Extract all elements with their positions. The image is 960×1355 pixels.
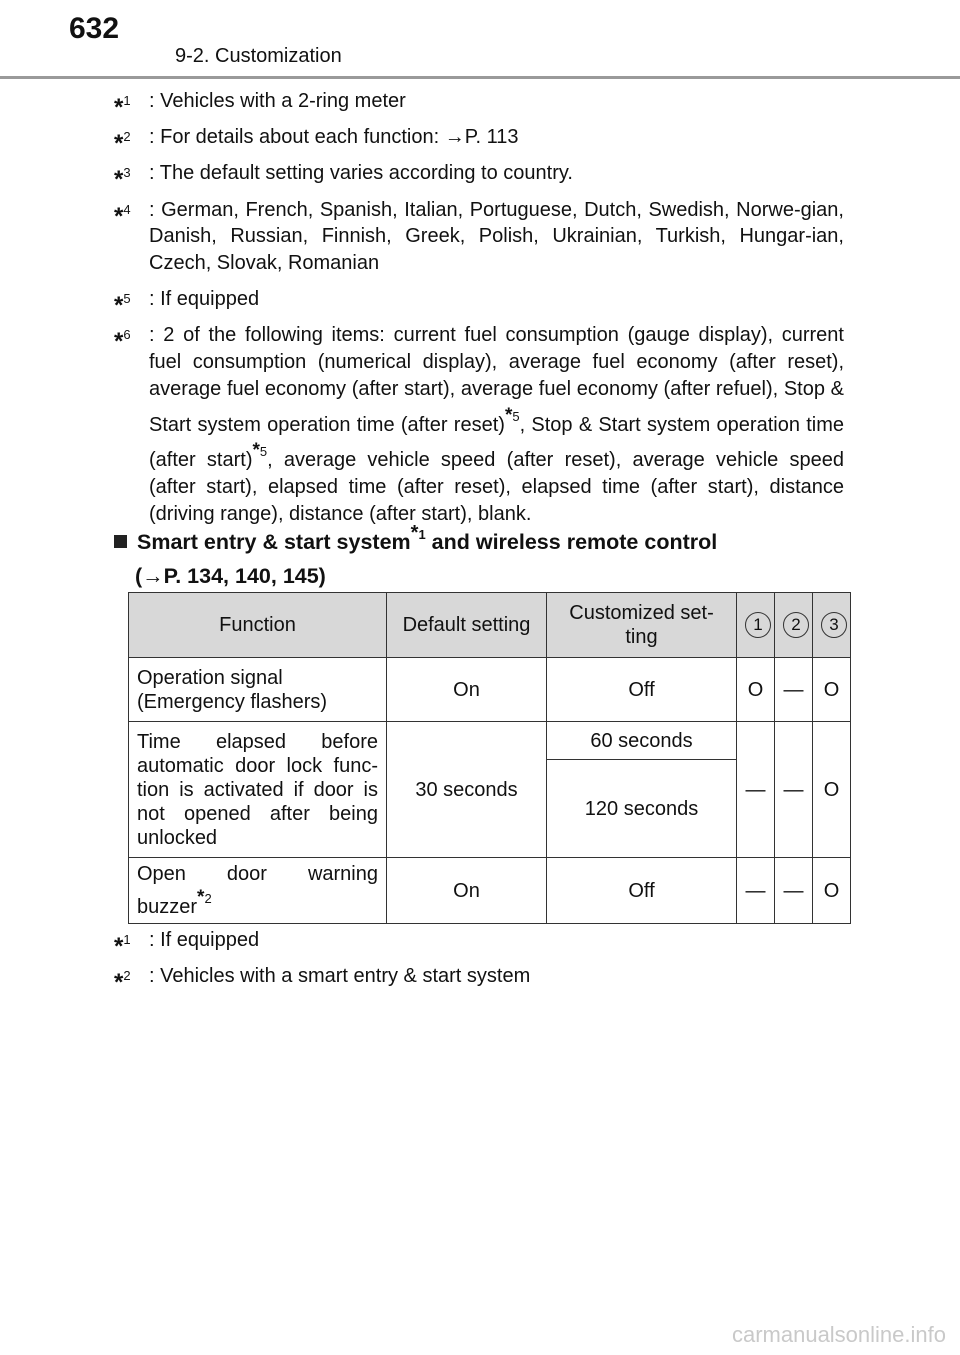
column-header-3 — [813, 593, 851, 658]
customized-cell: Off — [547, 858, 737, 924]
default-cell: On — [387, 658, 547, 722]
function-cell: Operation signal (Emergency flashers) — [129, 658, 387, 722]
heading-footnote-ref: *1 — [410, 522, 426, 544]
asterisk-icon: * — [114, 328, 124, 356]
customized-cell: 120 seconds — [547, 760, 737, 858]
circled-3-icon: 3 — [821, 612, 847, 638]
asterisk-icon: * — [114, 202, 124, 230]
table-footnotes — [114, 927, 844, 999]
footnote-number: 1 — [123, 932, 131, 947]
column-header-customized: Customized set-ting — [547, 593, 737, 658]
mark-cell-1: O — [737, 658, 775, 722]
footnote — [114, 197, 844, 277]
table-row — [129, 858, 851, 924]
default-cell: On — [387, 858, 547, 924]
default-cell: 30 seconds — [387, 722, 547, 858]
asterisk-icon: * — [114, 166, 124, 194]
footnote-text: , Stop & Start system operation time (after start) — [149, 413, 845, 472]
square-bullet-icon — [114, 535, 127, 548]
customized-cell: Off — [547, 658, 737, 722]
heading-text: and wireless remote control — [425, 530, 718, 554]
footnote — [114, 927, 844, 960]
circled-2-icon: 2 — [783, 612, 809, 638]
page-header — [0, 0, 960, 80]
asterisk-icon: * — [114, 969, 124, 996]
footnote-text: : If equipped — [149, 929, 260, 951]
footnote-number: 1 — [123, 93, 131, 108]
section-title: 9-2. Customization — [175, 45, 342, 67]
footnote-text: : Vehicles with a smart entry & start system — [149, 965, 531, 987]
footnote-text: : The default setting varies according to country. — [149, 162, 573, 185]
mark-cell-3: O — [813, 658, 851, 722]
mark-cell-1: — — [737, 858, 775, 924]
footnote-number: 4 — [123, 201, 131, 217]
footnote-text: : German, French, Spanish, Italian, Portuguese, Dutch, Swedish, Norwe-gian, Danish, Russian, Finnish, Greek, Polish, Ukrainian, Turkish, Hungar-ian, Czech, Slovak, Romanian — [149, 198, 844, 275]
table-row — [129, 722, 851, 760]
footnote-text: : If equipped — [149, 288, 260, 311]
footnote-text: : For details about each function: →P. 113 — [149, 126, 519, 149]
asterisk-icon: * — [114, 94, 124, 121]
watermark: carmanualsonline.info — [731, 1322, 946, 1347]
footnote — [114, 88, 844, 121]
footnote — [114, 322, 844, 527]
footnote — [114, 124, 844, 158]
asterisk-icon: * — [114, 292, 124, 320]
mark-cell-2: — — [775, 658, 813, 722]
mark-cell-1: — — [737, 722, 775, 858]
heading-page-refs: (→P. 134, 140, 145) — [135, 564, 326, 588]
page-number: 632 — [69, 12, 120, 45]
column-header-default: Default setting — [387, 593, 547, 658]
footnote-number: 5 — [123, 291, 131, 307]
footnote-ref: *5 — [504, 404, 520, 426]
footnote-text: : 2 of the following items: current fuel consumption (gauge display), current fuel consumption (numerical display), average fuel economy (after reset), average fuel economy (after start), average fuel economy (after refuel), Stop & Start system operation time (after reset) — [149, 324, 844, 436]
footnote-number: 6 — [123, 327, 131, 343]
function-cell: Open door warning buzzer$^{*2}$ — [129, 858, 387, 924]
customization-table — [128, 592, 851, 924]
mark-cell-3: O — [813, 858, 851, 924]
mark-cell-2: — — [775, 858, 813, 924]
function-cell: Time elapsed before automatic door lock func-tion is activated if door is not opened after being unlocked — [129, 722, 387, 858]
column-header-2 — [775, 593, 813, 658]
heading-text: Smart entry & start system — [137, 530, 411, 554]
column-header-function: Function — [129, 593, 387, 658]
header-divider — [0, 76, 960, 79]
footnote-number: 2 — [123, 968, 131, 983]
circled-1-icon: 1 — [745, 612, 771, 638]
footnote — [114, 160, 844, 194]
asterisk-icon: * — [114, 933, 124, 960]
footnote-text: , average vehicle speed (after reset), average vehicle speed (after start), elapsed time (after reset), elapsed time (after start), distance (driving range), distance (after start), blank. — [149, 449, 844, 525]
table-header-row — [129, 593, 851, 658]
footnote-text: : Vehicles with a 2-ring meter — [149, 90, 406, 112]
mark-cell-2: — — [775, 722, 813, 858]
section-heading — [114, 516, 844, 593]
footnote-number: 2 — [123, 129, 131, 145]
customized-cell: 60 seconds — [547, 722, 737, 760]
footnote — [114, 286, 844, 320]
table-row — [129, 658, 851, 722]
footnote — [114, 963, 844, 996]
footnotes-list — [114, 88, 844, 537]
footnote-ref: *5 — [252, 440, 268, 462]
mark-cell-3: O — [813, 722, 851, 858]
asterisk-icon: * — [114, 130, 124, 158]
column-header-1 — [737, 593, 775, 658]
footnote-number: 3 — [123, 165, 131, 181]
